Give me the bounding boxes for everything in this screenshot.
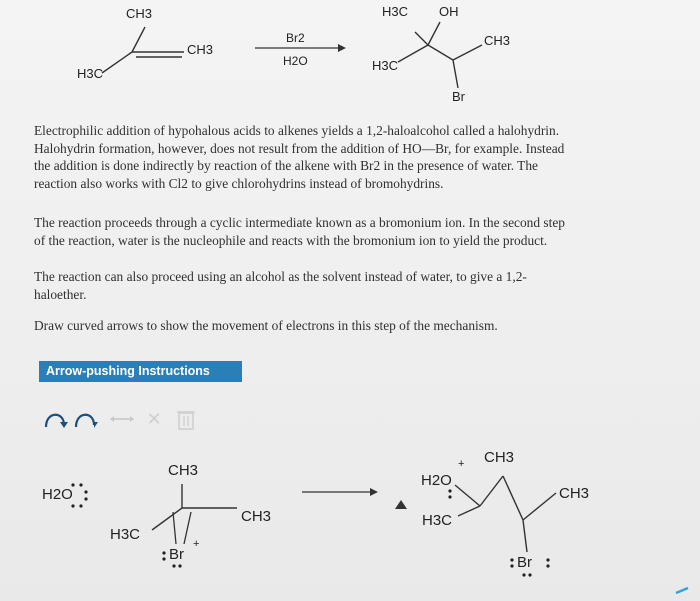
p1-line4: reaction also works with Cl2 to give chlorohydrins instead of bromohydrins. xyxy=(34,175,444,191)
product-mech-ch3-right: CH3 xyxy=(559,485,590,502)
bromonium-plus-charge: + xyxy=(193,538,200,550)
product-h3c-left: H3C xyxy=(372,58,399,73)
reactant-ch3-top: CH3 xyxy=(126,6,153,21)
bromonium-ch3-top: CH3 xyxy=(168,462,199,479)
product-br: Br xyxy=(452,89,465,104)
p4-line: Draw curved arrows to show the movement of electrons in this step of the mechanism. xyxy=(34,318,498,333)
bromonium-br-atom[interactable]: Br xyxy=(169,546,184,563)
product-oxonium-plus: + xyxy=(458,458,465,470)
p2-line1: The reaction proceeds through a cyclic intermediate known as a bromonium ion. In the second step xyxy=(34,215,565,230)
product-oh: OH xyxy=(439,4,459,19)
p1-line2: Halohydrin formation, however, does not result from the addition of HO—Br, for example. Instead xyxy=(34,140,565,156)
p1-line1: Electrophilic addition of hypohalous acids to alkenes yields a 1,2-haloalcohol called a halohydrin. xyxy=(34,123,560,138)
delete-x-icon[interactable]: ✕ xyxy=(146,408,162,430)
p3-line1: The reaction can also proceed using an alcohol as the solvent instead of water, to give a 1,2- xyxy=(34,269,527,284)
product-h3c-top: H3C xyxy=(382,4,409,19)
product-mech-br[interactable]: Br xyxy=(517,554,532,571)
reactant-ch3-right: CH3 xyxy=(187,42,214,57)
product-mech-ch3-top: CH3 xyxy=(484,449,515,466)
p3-line2: haloether. xyxy=(34,286,87,302)
p1-line3: the addition is done indirectly by reaction of the alkene with Br2 in the presence of water. The xyxy=(34,158,538,173)
arrow-pushing-instructions-button[interactable]: Arrow-pushing Instructions xyxy=(39,361,242,382)
bromonium-ch3-right: CH3 xyxy=(241,508,272,525)
water-molecule[interactable]: H2O xyxy=(42,486,73,503)
reactant-h3c-left: H3C xyxy=(77,66,104,81)
bromonium-h3c-left: H3C xyxy=(110,526,141,543)
p2-line2: of the reaction, water is the nucleophile and reacts with the bromonium ion to yield the product. xyxy=(34,232,548,248)
product-h2o[interactable]: H2O xyxy=(421,472,452,489)
reagent-h2o: H2O xyxy=(283,54,308,68)
product-ch3-right: CH3 xyxy=(484,33,511,48)
product-mech-h3c: H3C xyxy=(422,512,453,529)
reagent-br2: Br2 xyxy=(286,31,305,45)
